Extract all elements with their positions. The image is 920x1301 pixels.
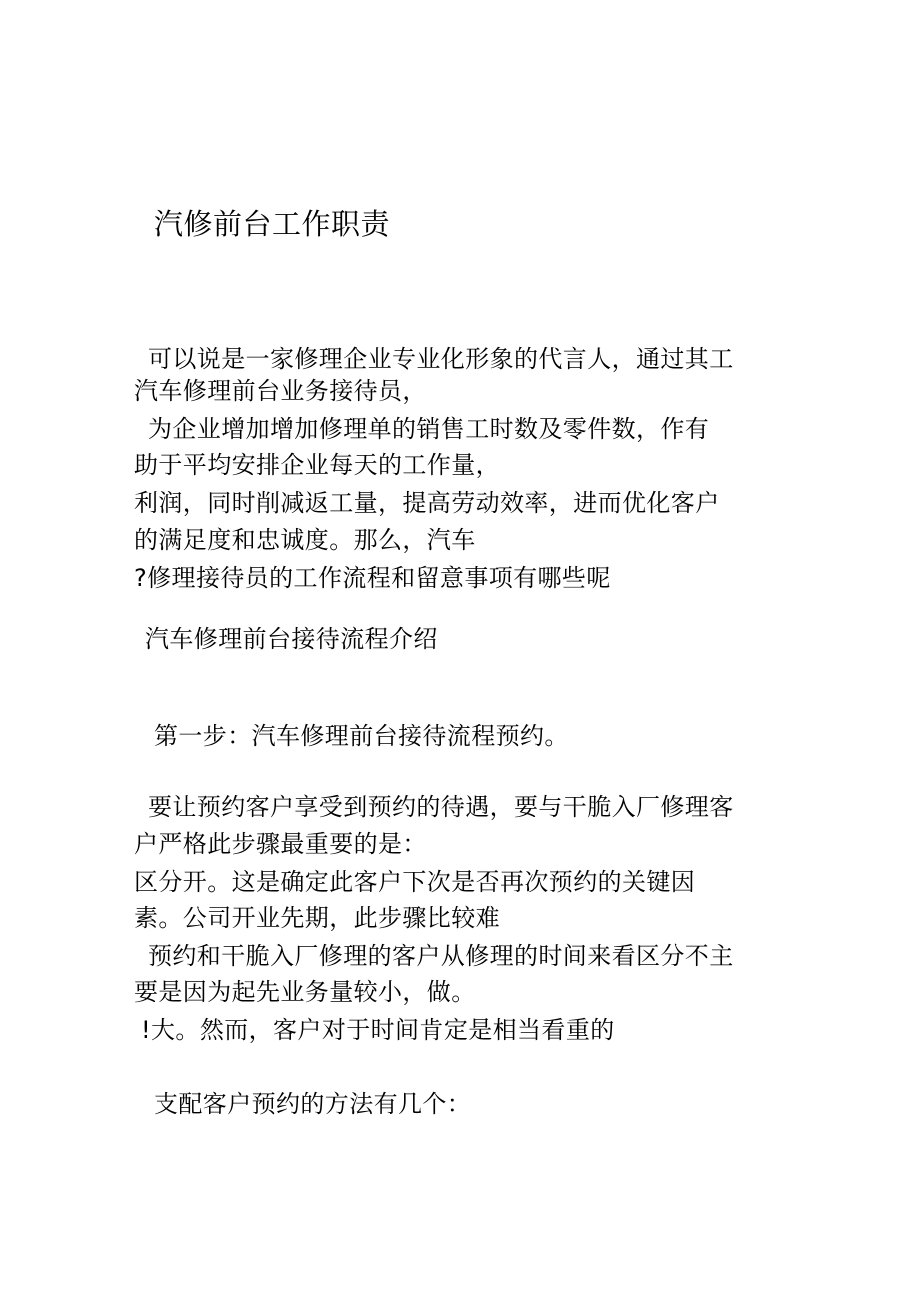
text-line: 支配客户预约的方法有几个： [154,1090,472,1118]
text-line: 助于平均安排企业每天的工作量， [134,451,500,479]
text-line: 户严格此步骤最重要的是： [134,830,427,858]
text-line: 汽车修理前台业务接待员， [134,377,427,405]
text-line: 素。公司开业先期，此步骤比较难 [134,904,500,932]
text-line: 可以说是一家修理企业专业化形象的代言人，通过其工 [148,345,734,373]
text-line: 要是因为起先业务量较小，做。 [134,978,476,1006]
text-line: 预约和干脆入厂修理的客户从修理的时间来看区分不主 [148,942,734,970]
document-title: 汽修前台工作职责 [154,207,391,241]
text-line: 为企业增加增加修理单的销售工时数及零件数，作有 [148,415,710,443]
text-line: ?修理接待员的工作流程和留意事项有哪些呢 [134,564,611,592]
text-line: !大。然而，客户对于时间肯定是相当看重的 [141,1016,615,1044]
text-line: 的满足度和忠诚度。那么，汽车 [134,526,476,554]
text-line: 利润，同时削减返工量，提高劳动效率，进而优化客户 [134,489,720,517]
step-heading: 第一步：汽车修理前台接待流程预约。 [154,722,569,750]
text-line: 要让预约客户享受到预约的待遇，要与干脆入厂修理客 [148,793,734,821]
section-heading: 汽车修理前台接待流程介绍 [145,625,438,653]
text-line: 区分开。这是确定此客户下次是否再次预约的关键因 [134,868,696,896]
